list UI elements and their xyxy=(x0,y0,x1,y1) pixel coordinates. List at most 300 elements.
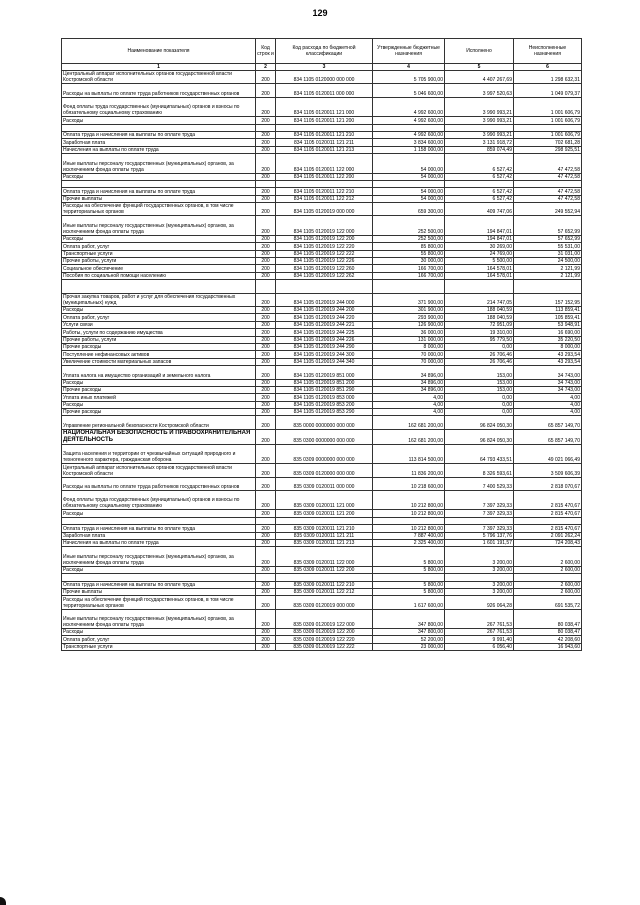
row-remaining-amount: 53 948,91 xyxy=(514,321,582,328)
row-executed-amount: 26 706,46 xyxy=(445,351,514,358)
table-row xyxy=(62,258,582,265)
row-classification-code: 834 1105 0120019 853 000 xyxy=(276,394,373,401)
row-code: 200 xyxy=(256,416,276,429)
row-approved-amount: 166 700,00 xyxy=(373,272,445,279)
row-approved-amount: 23 000,00 xyxy=(373,643,445,650)
row-executed-amount: 3 997 520,63 xyxy=(445,84,514,97)
row-approved-amount: 301 900,00 xyxy=(373,306,445,313)
table-row xyxy=(62,124,582,131)
row-executed-amount: 164 578,01 xyxy=(445,265,514,272)
row-classification-code: 834 1105 0120019 244 000 xyxy=(276,293,373,306)
row-approved-amount: 70 000,00 xyxy=(373,351,445,358)
row-approved-amount: 70 000,00 xyxy=(373,358,445,365)
table-row xyxy=(62,566,582,573)
row-approved-amount: 4 992 600,00 xyxy=(373,131,445,138)
row-remaining-amount: 2 121,99 xyxy=(514,265,582,272)
row-code: 200 xyxy=(256,394,276,401)
row-executed-amount: 5 500,00 xyxy=(445,258,514,265)
row-remaining-amount: 3 509 606,39 xyxy=(514,464,582,477)
row-approved-amount: 131 000,00 xyxy=(373,336,445,343)
row-classification-code: 835 0309 0120019 122 220 xyxy=(276,636,373,643)
row-remaining-amount: 249 552,94 xyxy=(514,203,582,216)
row-code: 200 xyxy=(256,272,276,279)
row-classification-code: 834 1105 0120019 851 200 xyxy=(276,379,373,386)
row-classification-code: 835 0309 0120019 000 000 xyxy=(276,596,373,609)
row-code: 200 xyxy=(256,293,276,306)
row-approved-amount: 54 000,00 xyxy=(373,173,445,180)
row-code: 200 xyxy=(256,131,276,138)
row-executed-amount: 3 131 918,72 xyxy=(445,139,514,146)
row-approved-amount: 4 992 600,00 xyxy=(373,117,445,124)
row-code: 200 xyxy=(256,477,276,490)
row-name: Расходы xyxy=(62,566,256,573)
row-approved-amount: 5 800,00 xyxy=(373,547,445,566)
row-executed-amount: 64 793 433,51 xyxy=(445,444,514,463)
row-code xyxy=(256,180,276,187)
row-classification-code: 834 1105 0120019 122 000 xyxy=(276,216,373,235)
table-header-row xyxy=(62,39,582,64)
row-remaining-amount: 4,00 xyxy=(514,401,582,408)
table-row xyxy=(62,329,582,336)
table-row xyxy=(62,379,582,386)
row-code: 200 xyxy=(256,203,276,216)
row-remaining-amount: 702 681,28 xyxy=(514,139,582,146)
row-code: 200 xyxy=(256,343,276,350)
row-code: 200 xyxy=(256,539,276,546)
table-row xyxy=(62,409,582,416)
row-name: Транспортные услуги xyxy=(62,643,256,650)
row-name: Прочие выплаты xyxy=(62,195,256,202)
row-remaining-amount: 43 293,54 xyxy=(514,358,582,365)
row-name: Оплата труда и начисления на выплаты по оплате труда xyxy=(62,131,256,138)
row-executed-amount: 26 706,46 xyxy=(445,358,514,365)
row-executed-amount: 409 747,06 xyxy=(445,203,514,216)
row-executed-amount: 30 269,00 xyxy=(445,243,514,250)
row-remaining-amount: 8 000,00 xyxy=(514,343,582,350)
table-row xyxy=(62,280,582,293)
table-row xyxy=(62,477,582,490)
row-name: Начисления на выплаты по оплате труда xyxy=(62,539,256,546)
row-approved-amount: 5 046 600,00 xyxy=(373,84,445,97)
row-code: 200 xyxy=(256,71,276,84)
row-approved-amount: 36 000,00 xyxy=(373,329,445,336)
row-code xyxy=(256,574,276,581)
row-classification-code: 835 0309 0120000 000 000 xyxy=(276,464,373,477)
table-row xyxy=(62,216,582,235)
table-row xyxy=(62,510,582,517)
column-number: 2 xyxy=(256,64,276,71)
row-approved-amount: 4,00 xyxy=(373,409,445,416)
row-code: 200 xyxy=(256,609,276,628)
row-remaining-amount: 691 535,72 xyxy=(514,596,582,609)
budget-table-container xyxy=(61,38,581,651)
row-code xyxy=(256,280,276,293)
row-name: Поступление нефинансовых активов xyxy=(62,351,256,358)
row-name: Расходы xyxy=(62,379,256,386)
row-executed-amount: 96 824 050,30 xyxy=(445,416,514,429)
row-code: 200 xyxy=(256,146,276,153)
row-name: Оплата труда и начисления на выплаты по оплате труда xyxy=(62,188,256,195)
row-executed-amount: 859 074,49 xyxy=(445,146,514,153)
page-number: 129 xyxy=(312,8,328,18)
row-executed-amount: 194 847,01 xyxy=(445,216,514,235)
row-classification-code: 835 0309 0120019 122 200 xyxy=(276,629,373,636)
row-approved-amount: 3 834 600,00 xyxy=(373,139,445,146)
table-row xyxy=(62,596,582,609)
row-classification-code: 834 1105 0120019 122 262 xyxy=(276,272,373,279)
row-approved-amount: 34 896,00 xyxy=(373,379,445,386)
row-classification-code: 834 1105 0120019 122 222 xyxy=(276,250,373,257)
row-executed-amount: 72 951,09 xyxy=(445,321,514,328)
row-approved-amount: 34 896,00 xyxy=(373,386,445,393)
row-approved-amount: 54 000,00 xyxy=(373,195,445,202)
row-classification-code: 834 1105 0120019 122 226 xyxy=(276,258,373,265)
row-remaining-amount xyxy=(514,124,582,131)
column-number: 6 xyxy=(514,64,582,71)
row-name: Заработная плата xyxy=(62,532,256,539)
row-classification-code: 835 0309 0120011 122 000 xyxy=(276,547,373,566)
table-row xyxy=(62,306,582,313)
row-approved-amount: 113 814 500,00 xyxy=(373,444,445,463)
row-name: Социальное обеспечение xyxy=(62,265,256,272)
row-code: 200 xyxy=(256,636,276,643)
row-executed-amount: 19 310,00 xyxy=(445,329,514,336)
row-classification-code: 834 1105 0120011 000 000 xyxy=(276,84,373,97)
row-approved-amount: 5 800,00 xyxy=(373,566,445,573)
row-remaining-amount: 105 859,41 xyxy=(514,314,582,321)
row-executed-amount: 6 527,42 xyxy=(445,154,514,173)
row-executed-amount: 6 527,42 xyxy=(445,188,514,195)
row-executed-amount xyxy=(445,517,514,524)
table-row xyxy=(62,173,582,180)
row-approved-amount: 54 000,00 xyxy=(373,188,445,195)
row-executed-amount: 0,00 xyxy=(445,394,514,401)
row-remaining-amount: 47 472,58 xyxy=(514,195,582,202)
table-row xyxy=(62,336,582,343)
row-executed-amount: 7 400 529,33 xyxy=(445,477,514,490)
row-classification-code: 835 0300 0000000 000 000 xyxy=(276,429,373,444)
row-remaining-amount: 2 600,00 xyxy=(514,566,582,573)
row-remaining-amount: 47 472,58 xyxy=(514,188,582,195)
row-approved-amount: 347 800,00 xyxy=(373,629,445,636)
row-classification-code: 835 0309 0120011 122 210 xyxy=(276,581,373,588)
table-row xyxy=(62,71,582,84)
row-approved-amount: 8 000,00 xyxy=(373,343,445,350)
row-code: 200 xyxy=(256,409,276,416)
row-remaining-amount: 47 472,58 xyxy=(514,154,582,173)
column-number: 5 xyxy=(445,64,514,71)
row-name: Начисления на выплаты по оплате труда xyxy=(62,146,256,153)
row-executed-amount: 4 407 267,69 xyxy=(445,71,514,84)
row-name: Расходы xyxy=(62,173,256,180)
row-remaining-amount: 80 038,47 xyxy=(514,629,582,636)
row-approved-amount: 5 705 900,00 xyxy=(373,71,445,84)
row-executed-amount: 153,00 xyxy=(445,379,514,386)
table-row xyxy=(62,203,582,216)
row-approved-amount: 5 800,00 xyxy=(373,588,445,595)
row-executed-amount: 267 761,53 xyxy=(445,629,514,636)
row-classification-code xyxy=(276,180,373,187)
table-row xyxy=(62,358,582,365)
row-name: Расходы xyxy=(62,510,256,517)
row-classification-code: 834 1105 0120019 244 221 xyxy=(276,321,373,328)
header-executed: Исполнено xyxy=(445,39,514,64)
row-executed-amount: 6 527,42 xyxy=(445,173,514,180)
row-name xyxy=(62,574,256,581)
table-row xyxy=(62,321,582,328)
row-name: Расходы на выплаты по оплате труда работников государственных органов xyxy=(62,477,256,490)
row-name: Прочие работы, услуги xyxy=(62,258,256,265)
row-classification-code: 834 1105 0120011 121 210 xyxy=(276,131,373,138)
row-approved-amount: 1 158 000,00 xyxy=(373,146,445,153)
table-row xyxy=(62,588,582,595)
table-row xyxy=(62,139,582,146)
row-code: 200 xyxy=(256,643,276,650)
row-approved-amount xyxy=(373,124,445,131)
row-executed-amount: 95 779,50 xyxy=(445,336,514,343)
row-remaining-amount: 24 500,00 xyxy=(514,258,582,265)
table-row xyxy=(62,532,582,539)
row-approved-amount: 10 212 800,00 xyxy=(373,510,445,517)
row-name: Прочие расходы xyxy=(62,409,256,416)
row-remaining-amount: 2 815 470,67 xyxy=(514,510,582,517)
row-remaining-amount: 47 472,58 xyxy=(514,173,582,180)
row-classification-code: 834 1105 0120011 121 000 xyxy=(276,97,373,116)
row-executed-amount: 3 990 993,21 xyxy=(445,97,514,116)
row-remaining-amount: 55 531,00 xyxy=(514,243,582,250)
row-classification-code: 834 1105 0120011 122 200 xyxy=(276,173,373,180)
row-approved-amount: 1 617 600,00 xyxy=(373,596,445,609)
row-name: Оплата труда и начисления на выплаты по оплате труда xyxy=(62,525,256,532)
row-approved-amount: 54 000,00 xyxy=(373,154,445,173)
row-executed-amount: 164 578,01 xyxy=(445,272,514,279)
row-classification-code: 834 1105 0120019 851 000 xyxy=(276,366,373,379)
row-code xyxy=(256,124,276,131)
row-remaining-amount: 80 038,47 xyxy=(514,609,582,628)
row-remaining-amount: 1 049 079,37 xyxy=(514,84,582,97)
row-classification-code: 835 0309 0120011 122 200 xyxy=(276,566,373,573)
row-approved-amount: 10 212 800,00 xyxy=(373,525,445,532)
row-remaining-amount: 2 121,99 xyxy=(514,272,582,279)
row-remaining-amount: 2 818 070,67 xyxy=(514,477,582,490)
row-code: 200 xyxy=(256,321,276,328)
row-approved-amount: 85 800,00 xyxy=(373,243,445,250)
row-code: 200 xyxy=(256,588,276,595)
row-name: Оплата работ, услуг xyxy=(62,314,256,321)
row-name: Оплата труда и начисления на выплаты по оплате труда xyxy=(62,581,256,588)
header-approved: Утвержденные бюджетные назначения xyxy=(373,39,445,64)
row-executed-amount: 6 527,42 xyxy=(445,195,514,202)
row-executed-amount: 5 796 137,76 xyxy=(445,532,514,539)
row-name: Уплата налога на имущество организаций и земельного налога xyxy=(62,366,256,379)
row-name: Прочие выплаты xyxy=(62,588,256,595)
row-remaining-amount: 2 815 470,67 xyxy=(514,525,582,532)
row-classification-code: 835 0309 0120011 121 211 xyxy=(276,532,373,539)
row-code: 200 xyxy=(256,525,276,532)
row-code: 200 xyxy=(256,195,276,202)
row-executed-amount: 194 847,01 xyxy=(445,235,514,242)
row-executed-amount: 1 601 191,57 xyxy=(445,539,514,546)
table-row xyxy=(62,351,582,358)
row-code: 200 xyxy=(256,510,276,517)
row-remaining-amount: 57 652,99 xyxy=(514,235,582,242)
row-name: Расходы на обеспечение функций государственных органов, в том числе территориальных органов xyxy=(62,596,256,609)
row-name xyxy=(62,280,256,293)
table-row xyxy=(62,574,582,581)
row-executed-amount: 188 040,59 xyxy=(445,314,514,321)
row-code: 200 xyxy=(256,336,276,343)
row-classification-code xyxy=(276,124,373,131)
row-name: Управление региональной безопасности Костромской области xyxy=(62,416,256,429)
row-approved-amount xyxy=(373,574,445,581)
row-executed-amount: 3 200,00 xyxy=(445,581,514,588)
row-classification-code: 834 1105 0120011 122 212 xyxy=(276,195,373,202)
row-executed-amount: 96 824 050,30 xyxy=(445,429,514,444)
row-approved-amount: 252 500,00 xyxy=(373,235,445,242)
row-classification-code: 834 1105 0120011 121 211 xyxy=(276,139,373,146)
table-row xyxy=(62,265,582,272)
row-remaining-amount: 2 600,00 xyxy=(514,581,582,588)
row-name: Пособия по социальной помощи населению xyxy=(62,272,256,279)
column-number: 1 xyxy=(62,64,256,71)
row-classification-code: 834 1105 0120019 122 220 xyxy=(276,243,373,250)
row-classification-code: 835 0309 0120019 122 222 xyxy=(276,643,373,650)
column-number: 4 xyxy=(373,64,445,71)
table-row xyxy=(62,250,582,257)
row-remaining-amount: 4,00 xyxy=(514,409,582,416)
header-name: Наименование показателя xyxy=(62,39,256,64)
table-row xyxy=(62,416,582,429)
row-classification-code: 834 1105 0120019 244 340 xyxy=(276,358,373,365)
row-name xyxy=(62,124,256,131)
row-remaining-amount xyxy=(514,280,582,293)
row-code: 200 xyxy=(256,84,276,97)
row-classification-code: 835 0309 0000000 000 000 xyxy=(276,444,373,463)
row-name: Прочие расходы xyxy=(62,386,256,393)
row-code: 200 xyxy=(256,250,276,257)
row-classification-code: 835 0309 0120011 122 212 xyxy=(276,588,373,595)
row-remaining-amount: 65 857 149,70 xyxy=(514,429,582,444)
row-name: НАЦИОНАЛЬНАЯ БЕЗОПАСНОСТЬ И ПРАВООХРАНИТЕЛЬНАЯ ДЕЯТЕЛЬНОСТЬ xyxy=(62,429,256,444)
row-executed-amount: 7 397 329,33 xyxy=(445,510,514,517)
row-name: Расходы xyxy=(62,235,256,242)
row-remaining-amount: 724 208,43 xyxy=(514,539,582,546)
table-row xyxy=(62,272,582,279)
row-code: 200 xyxy=(256,581,276,588)
row-classification-code: 834 1105 0120019 244 200 xyxy=(276,306,373,313)
table-row xyxy=(62,609,582,628)
row-executed-amount: 3 200,00 xyxy=(445,547,514,566)
row-approved-amount: 5 800,00 xyxy=(373,581,445,588)
row-name: Иные выплаты персоналу государственных (муниципальных) органов, за исключением фонда оплаты труда xyxy=(62,547,256,566)
row-name: Транспортные услуги xyxy=(62,250,256,257)
row-remaining-amount: 1 001 606,79 xyxy=(514,97,582,116)
row-approved-amount: 52 200,00 xyxy=(373,636,445,643)
row-classification-code xyxy=(276,280,373,293)
row-name: Услуги связи xyxy=(62,321,256,328)
row-classification-code: 834 1105 0120011 121 200 xyxy=(276,117,373,124)
table-row xyxy=(62,547,582,566)
row-code: 200 xyxy=(256,265,276,272)
table-row xyxy=(62,517,582,524)
row-name xyxy=(62,517,256,524)
row-name: Увеличение стоимости материальных запасов xyxy=(62,358,256,365)
row-code: 200 xyxy=(256,258,276,265)
row-code xyxy=(256,517,276,524)
row-code: 200 xyxy=(256,566,276,573)
table-row xyxy=(62,643,582,650)
row-remaining-amount: 42 208,60 xyxy=(514,636,582,643)
row-code: 200 xyxy=(256,429,276,444)
row-approved-amount: 55 800,00 xyxy=(373,250,445,257)
scan-edge-mark xyxy=(0,897,6,905)
row-code: 200 xyxy=(256,117,276,124)
row-executed-amount: 3 990 993,21 xyxy=(445,131,514,138)
table-row xyxy=(62,84,582,97)
row-code: 200 xyxy=(256,351,276,358)
row-classification-code: 834 1105 0120011 121 213 xyxy=(276,146,373,153)
row-remaining-amount: 298 925,51 xyxy=(514,146,582,153)
row-classification-code: 835 0309 0120011 000 000 xyxy=(276,477,373,490)
row-name: Работы, услуги по содержанию имущества xyxy=(62,329,256,336)
row-code: 200 xyxy=(256,139,276,146)
row-name: Центральный аппарат исполнительных органов государственной власти Костромской области xyxy=(62,464,256,477)
table-row xyxy=(62,180,582,187)
row-code: 200 xyxy=(256,596,276,609)
row-approved-amount: 162 681 200,00 xyxy=(373,429,445,444)
row-remaining-amount: 2 815 470,67 xyxy=(514,491,582,510)
row-remaining-amount: 34 743,00 xyxy=(514,379,582,386)
row-classification-code xyxy=(276,517,373,524)
row-classification-code: 834 1105 0120019 853 290 xyxy=(276,409,373,416)
row-code: 200 xyxy=(256,173,276,180)
row-code: 200 xyxy=(256,464,276,477)
row-approved-amount: 126 900,00 xyxy=(373,321,445,328)
row-remaining-amount: 31 031,00 xyxy=(514,250,582,257)
row-remaining-amount: 2 091 262,24 xyxy=(514,532,582,539)
row-name: Расходы на выплаты по оплате труда работников государственных органов xyxy=(62,84,256,97)
row-name: Оплата работ, услуг xyxy=(62,243,256,250)
table-row xyxy=(62,464,582,477)
row-classification-code: 834 1105 0120019 000 000 xyxy=(276,203,373,216)
table-row xyxy=(62,154,582,173)
table-row xyxy=(62,444,582,463)
row-executed-amount xyxy=(445,180,514,187)
row-classification-code: 834 1105 0120019 122 260 xyxy=(276,265,373,272)
row-executed-amount: 267 761,53 xyxy=(445,609,514,628)
row-name: Расходы xyxy=(62,117,256,124)
row-classification-code: 835 0000 0000000 000 000 xyxy=(276,416,373,429)
row-executed-amount: 214 747,05 xyxy=(445,293,514,306)
table-row xyxy=(62,429,582,444)
row-classification-code: 834 1105 0120019 244 225 xyxy=(276,329,373,336)
column-number-row xyxy=(62,64,582,71)
row-executed-amount: 24 769,00 xyxy=(445,250,514,257)
row-name: Иные выплаты персоналу государственных (муниципальных) органов, за исключением фонда оплаты труда xyxy=(62,216,256,235)
row-approved-amount: 659 300,00 xyxy=(373,203,445,216)
row-approved-amount: 4,00 xyxy=(373,401,445,408)
row-code: 200 xyxy=(256,188,276,195)
row-classification-code xyxy=(276,574,373,581)
row-approved-amount: 162 681 200,00 xyxy=(373,416,445,429)
row-approved-amount xyxy=(373,517,445,524)
row-name: Центральный аппарат исполнительных органов государственной власти Костромской области xyxy=(62,71,256,84)
row-remaining-amount: 43 293,54 xyxy=(514,351,582,358)
row-remaining-amount: 34 743,00 xyxy=(514,386,582,393)
table-row xyxy=(62,343,582,350)
table-row xyxy=(62,636,582,643)
row-name: Фонд оплаты труда государственных (муниципальных) органов и взносы по обязательному социальному страхованию xyxy=(62,491,256,510)
